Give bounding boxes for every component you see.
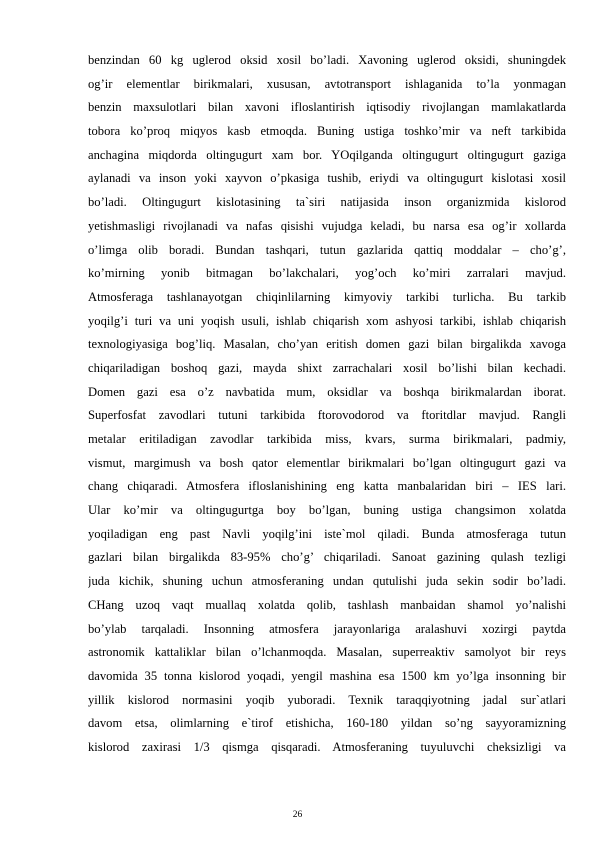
body-text: [88, 49, 566, 760]
text-line: yoqiladigan eng past Navli yoqilg’ini iste`mol qiladi. Bunda atmosferaga tutun: [88, 526, 566, 541]
text-line: astronomik kattaliklar bilan o’lchanmoqda. Masalan, superreaktiv samolyot bir reys: [88, 645, 566, 660]
text-line: Atmosferaga tashlanayotgan chiqinlilarning kimyoviy tarkibi turlicha. Bu tarkib: [88, 289, 566, 304]
text-line: chiqariladigan boshoq gazi, mayda shixt zarrachalari xosil bo’lishi bilan kechadi.: [88, 360, 566, 375]
text-line: yoqilg’i turi va uni yoqish usuli, ishlab chiqarish xom ashyosi tarkibi, ishlab chiqarish: [88, 313, 566, 328]
text-line: texnologiyasiga bog’liq. Masalan, cho’yan eritish domen gazi bilan birgalikda xavoga: [88, 337, 566, 352]
text-line: davom etsa, olimlarning e`tirof etishicha, 160-180 yildan so’ng sayyoramizning: [88, 716, 566, 731]
text-line: bo’ladi. Oltingugurt kislotasining ta`siri natijasida inson organizmida kislorod: [88, 195, 566, 210]
text-line: kislorod zaxirasi 1/3 qismga qisqaradi. Atmosferaning tuyuluvchi cheksizligi va: [88, 739, 566, 754]
text-line: o’limga olib boradi. Bundan tashqari, tutun gazlarida qattiq moddalar – cho’g’,: [88, 242, 566, 257]
text-line: aylanadi va inson yoki xayvon o’pkasiga tushib, eriydi va oltingugurt kislotasi xosil: [88, 171, 566, 186]
text-line: yetishmasligi rivojlanadi va nafas qisishi vujudga keladi, bu narsa esa og’ir xollarda: [88, 218, 566, 233]
text-line: chang chiqaradi. Atmosfera ifloslanishining eng katta manbalaridan biri – IES lari.: [88, 479, 566, 494]
text-line: og’ir elementlar birikmalari, xususan, avtotransport ishlaganida to’la yonmagan: [88, 76, 566, 91]
text-line: benzin maxsulotlari bilan xavoni ifloslantirish iqtisodiy rivojlangan mamlakatlarda: [88, 100, 566, 115]
text-line: vismut, margimush va bosh qator elementlar birikmalari bo’lgan oltingugurt gazi va: [88, 455, 566, 470]
text-line: anchagina miqdorda oltingugurt xam bor. YOqilganda oltingugurt oltingugurt gaziga: [88, 147, 566, 162]
text-line: benzindan 60 kg uglerod oksid xosil bo’ladi. Xavoning uglerod oksidi, shuningdek: [88, 53, 566, 67]
page-number: 26: [292, 810, 303, 820]
text-line: tobora ko’proq miqyos kasb etmoqda. Buning ustiga toshko’mir va neft tarkibida: [88, 124, 566, 139]
text-line: yillik kislorod normasini yoqib yuboradi. Texnik taraqqiyotning jadal sur`atlari: [88, 692, 566, 707]
text-line: gazlari bilan birgalikda 83-95% cho’g’ chiqariladi. Sanoat gazining qulash tezligi: [88, 550, 566, 565]
text-line: CHang uzoq vaqt muallaq xolatda qolib, tashlash manbaidan shamol yo’nalishi: [88, 597, 566, 612]
text-line: Domen gazi esa o’z navbatida mum, oksidlar va boshqa birikmalardan iborat.: [88, 384, 566, 399]
text-line: juda kichik, shuning uchun atmosferaning undan qutulishi juda sekin sodir bo’ladi.: [88, 574, 566, 589]
text-line: davomida 35 tonna kislorod yoqadi, yengil mashina esa 1500 km yo’lga insonning bir: [88, 668, 566, 683]
text-line: ko’mirning yonib bitmagan bo’lakchalari, yog’och ko’miri zarralari mavjud.: [88, 266, 566, 281]
text-line: metalar eritiladigan zavodlar tarkibida miss, kvars, surma birikmalari, padmiy,: [88, 432, 566, 446]
text-line: Ular ko’mir va oltingugurtga boy bo’lgan, buning ustiga changsimon xolatda: [88, 503, 566, 518]
text-line: bo’ylab tarqaladi. Insonning atmosfera jarayonlariga aralashuvi xozirgi paytda: [88, 621, 566, 636]
text-line: Superfosfat zavodlari tutuni tarkibida ftorovodorod va ftoritdlar mavjud. Rangli: [88, 408, 566, 423]
